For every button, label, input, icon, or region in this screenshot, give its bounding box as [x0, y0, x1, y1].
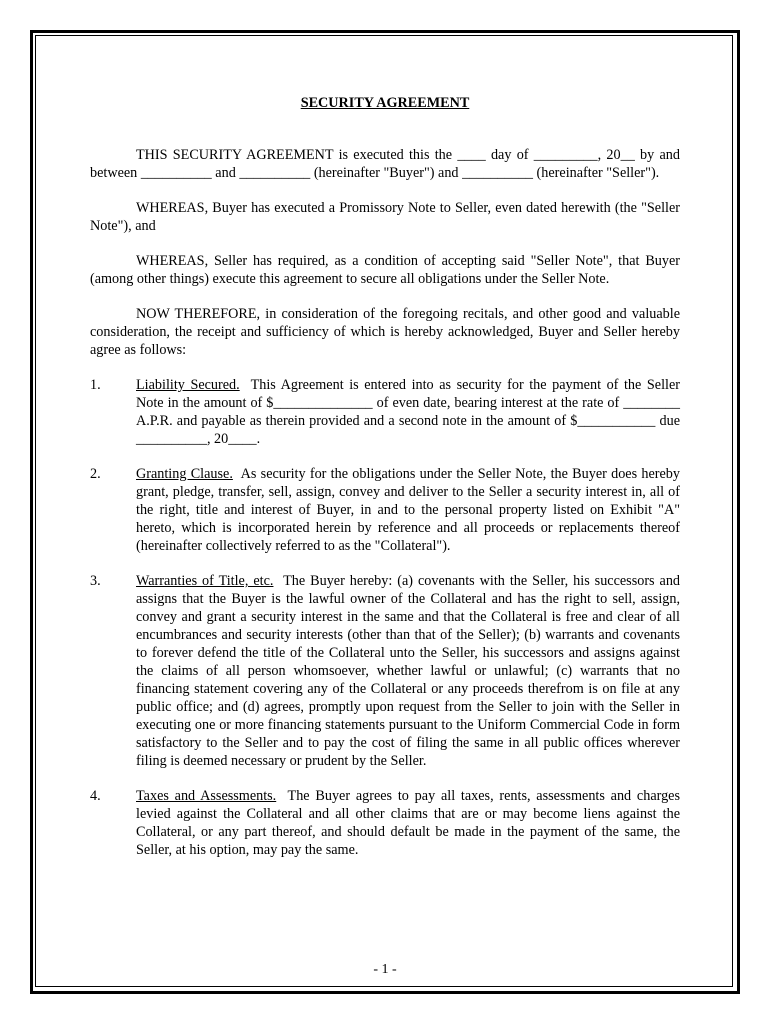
section-heading: Taxes and Assessments.	[136, 788, 277, 804]
document-title: SECURITY AGREEMENT	[300, 95, 470, 111]
whereas-paragraph-1: WHEREAS, Buyer has executed a Promissory Note to Seller, even dated herewith (the "Seller Note"), and	[90, 200, 680, 234]
section-number: 2.	[90, 466, 101, 482]
section-item	[90, 376, 680, 448]
section-heading: Granting Clause.	[136, 466, 233, 482]
section-number: 3.	[90, 573, 101, 589]
section-heading: Liability Secured.	[136, 377, 240, 393]
intro-paragraph: THIS SECURITY AGREEMENT is executed this the ____ day of _________, 20__ by and between __________ and __________ (hereinafter "Buyer") and __________ (hereinafter "Seller").	[90, 147, 680, 181]
now-therefore-paragraph: NOW THEREFORE, in consideration of the foregoing recitals, and other good and valuable consideration, the receipt and sufficiency of which is hereby acknowledged, Buyer and Seller hereby agree as follows:	[90, 306, 680, 358]
whereas-paragraph-2: WHEREAS, Seller has required, as a condition of accepting said "Seller Note", that Buyer (among other things) execute this agreement to secure all obligations under the Seller Note.	[90, 253, 680, 287]
section-number: 4.	[90, 788, 101, 804]
section-text: As security for the obligations under the Seller Note, the Buyer does hereby grant, pledge, transfer, sell, assign, convey and deliver to the Seller a security interest in, all of the right, title and interest of Buyer, in and to the personal property listed on Exhibit "A" hereto, which is incorporated herein by reference and all proceeds or replacements thereof (hereinafter collectively referred to as the "Collateral").	[136, 466, 680, 554]
section-text: The Buyer hereby: (a) covenants with the Seller, his successors and assigns that the Buyer is the lawful owner of the Collateral and has the right to sell, assign, convey and grant a security interest in the same and that the Collateral is free and clear of all encumbrances and security interests (other than that of the Seller); (b) warrants and covenants to forever defend the title of the Collateral unto the Seller, his successors and assigns against the claims of all person whomsoever, whether lawful or unlawful; (c) warrants that no financing statement covering any of the Collateral or any proceeds therefrom is on file at any public office; and (d) agrees, promptly upon request from the Seller to join with the Seller in executing one or more financing statements pursuant to the Uniform Commercial Code in form satisfactory to the Seller and to pay the cost of filing the same in all public offices wherever filing is deemed necessary or prudent by the Seller.	[136, 573, 681, 769]
section-body	[136, 787, 680, 859]
section-body	[136, 376, 680, 448]
section-heading: Warranties of Title, etc.	[136, 573, 274, 589]
section-item	[90, 465, 680, 555]
sections-list	[90, 376, 680, 859]
section-body	[136, 465, 680, 555]
section-item	[90, 572, 680, 770]
section-text: The Buyer agrees to pay all taxes, rents, assessments and charges levied against the Collateral and all other claims that are or may become liens against the Collateral, or any part thereof, and should default be made in the payment of the same, the Seller, at his option, may pay the same.	[136, 788, 680, 858]
page-number: - 1 -	[373, 962, 397, 977]
document-page	[90, 86, 680, 876]
section-body	[136, 572, 680, 770]
section-text: This Agreement is entered into as security for the payment of the Seller Note in the amount of $______________ of even date, bearing interest at the rate of ________ A.P.R. and payable as therein provided and a second note in the amount of $___________ due __________, 20____.	[136, 377, 680, 447]
section-number: 1.	[90, 377, 101, 393]
section-item	[90, 787, 680, 859]
